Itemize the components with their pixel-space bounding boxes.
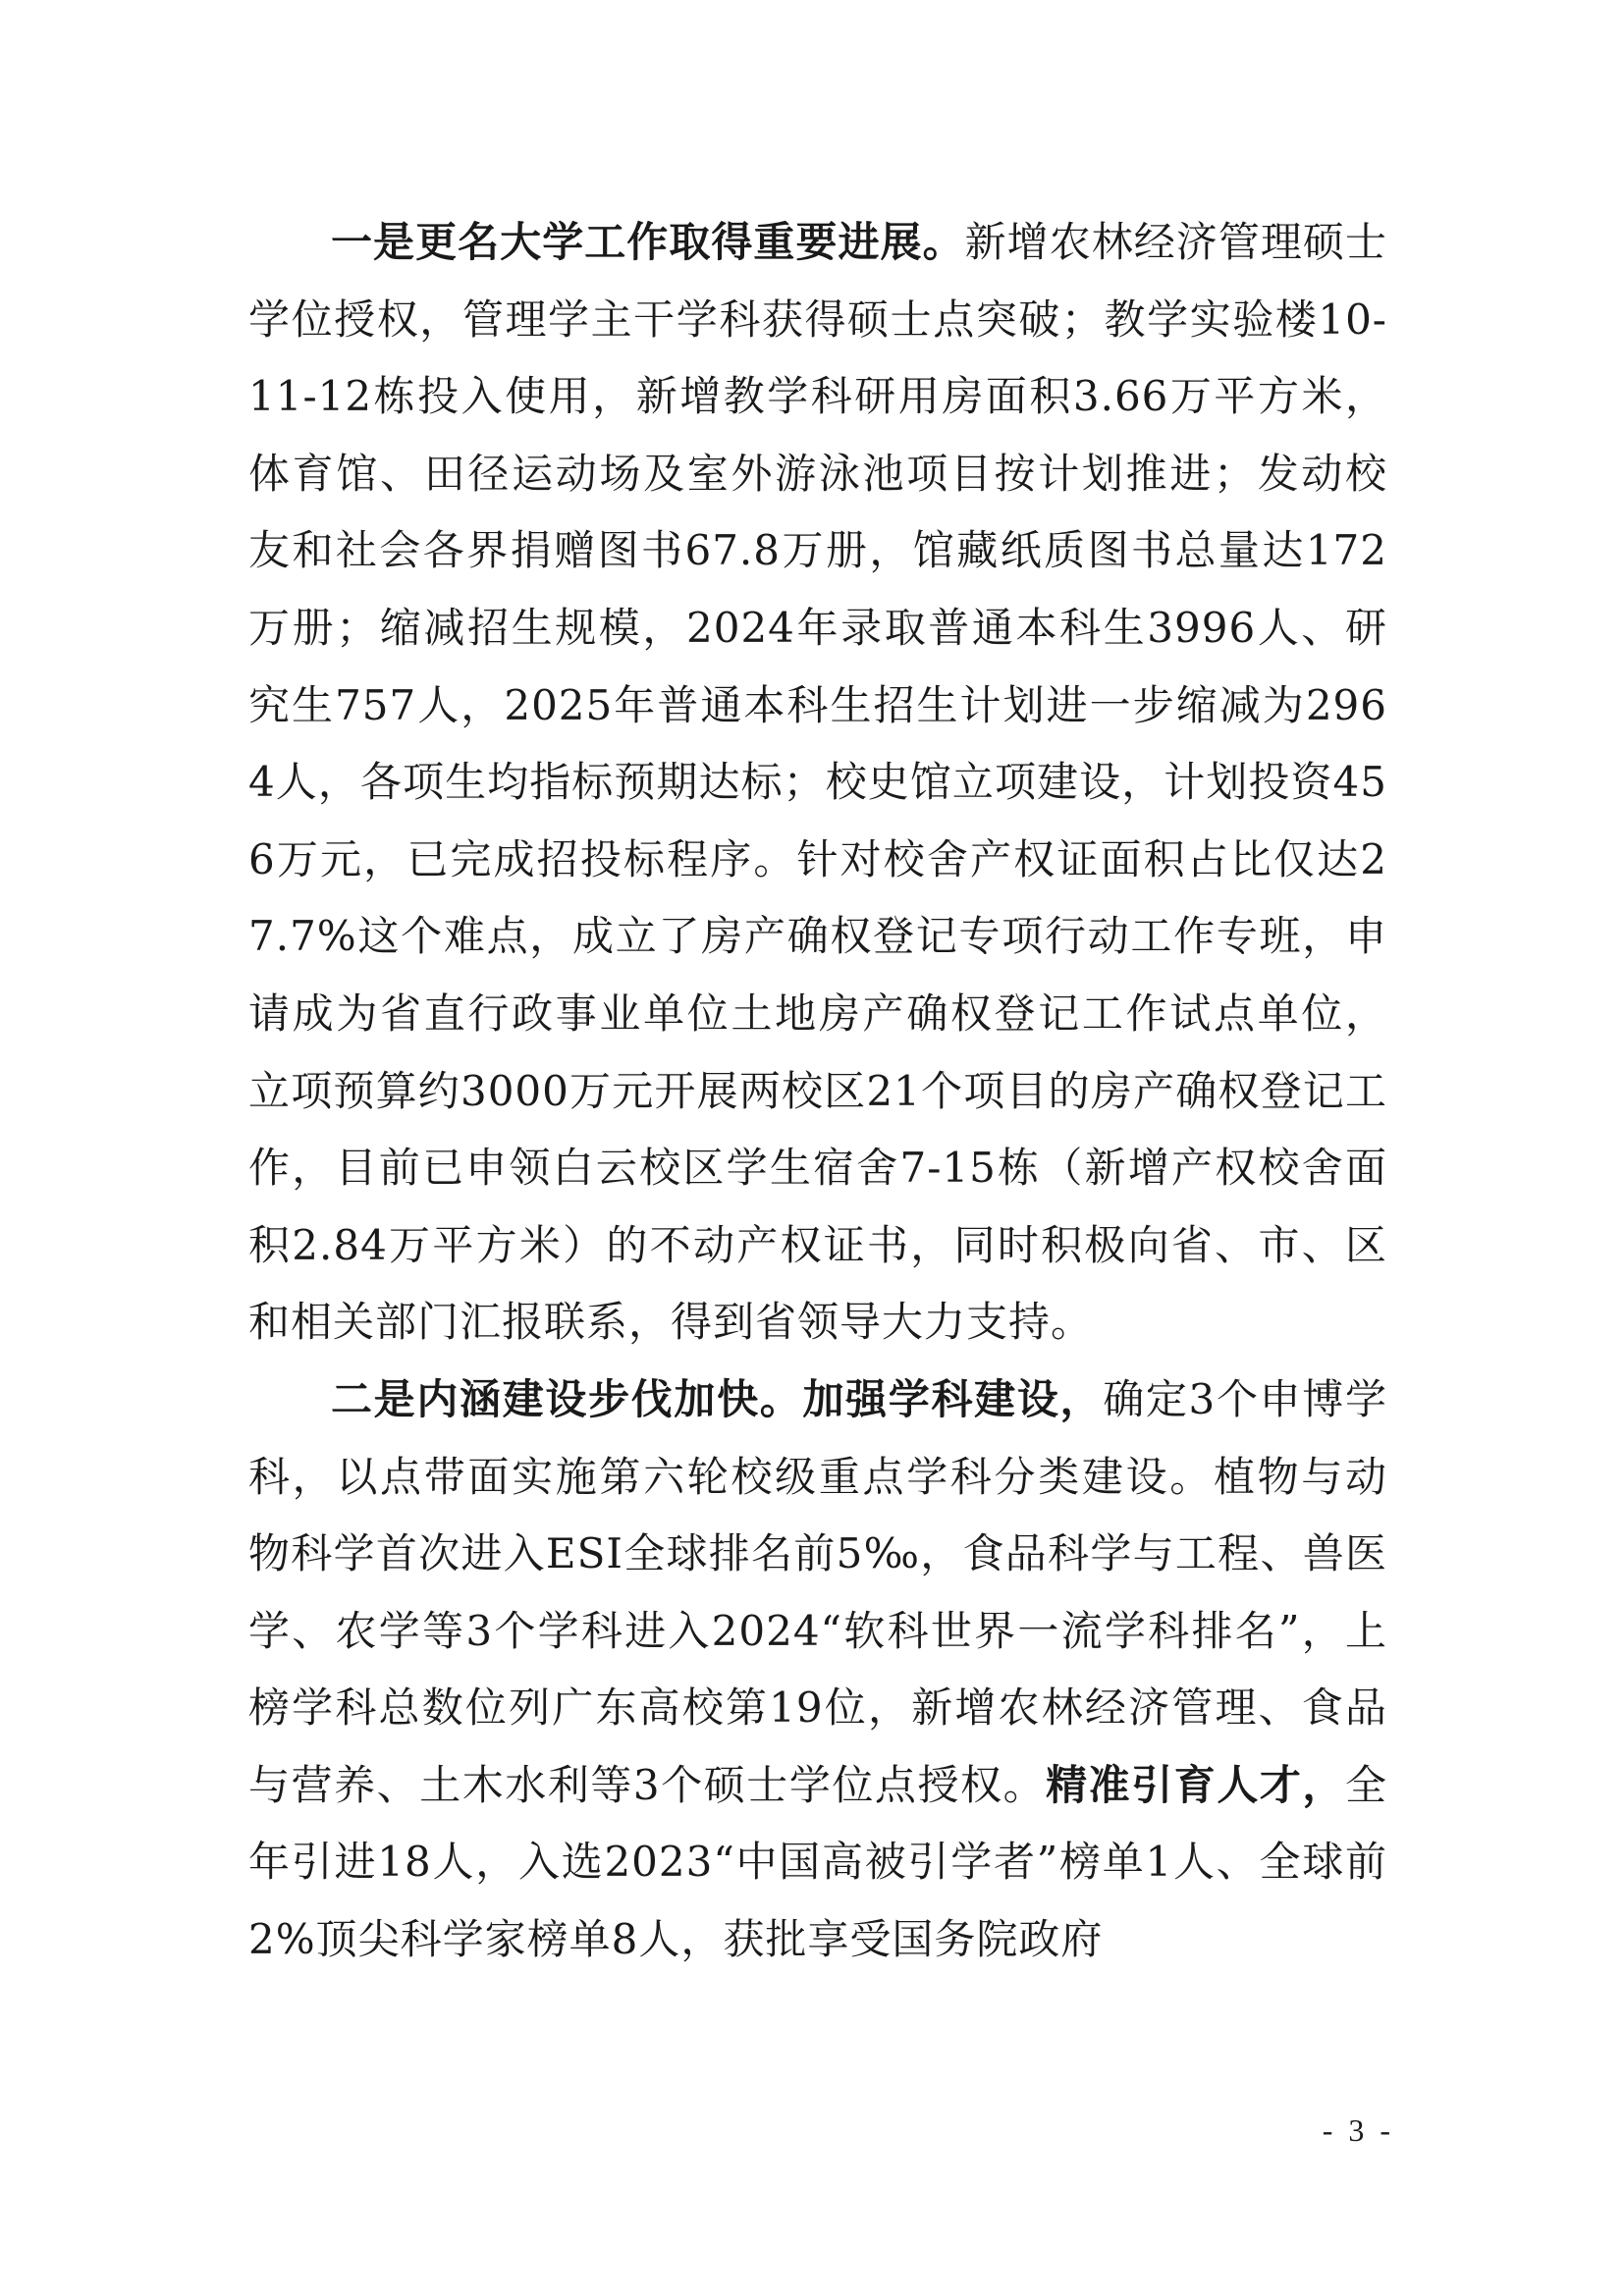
paragraph-text: 新增农林经济管理硕士学位授权，管理学主干学科获得硕士点突破；教学实验楼10-11-12栋投入使用，新增教学科研用房面积3.66万平方米，体育馆、田径运动场及室外游泳池项目按计划推进；发动校友和社会各界捐赠图书67.8万册，馆藏纸质图书总量达172万册；缩减招生规模，2024年录取普通本科生3996人、研究生757人，2025年普通本科生招生计划进一步缩减为2964人，各项生均指标预期达标；校史馆立项建设，计划投资456万元，已完成招投标程序。针对校舍产权证面积占比仅达27.7%这个难点，成立了房产确权登记专项行动工作专班，申请成为省直行政事业单位土地房产确权登记工作试点单位，立项预算约3000万元开展两校区21个项目的房产确权登记工作，目前已申领白云校区学生宿舍7-15栋（新增产权校舍面积2.84万平方米）的不动产权证书，同时积极向省、市、区和相关部门汇报联系，得到省领导大力支持。 xyxy=(248,218,1387,1347)
paragraph-university-renaming-progress xyxy=(248,204,1387,1362)
document-body xyxy=(248,204,1387,1979)
paragraph-heading: 二是内涵建设步伐加快。加强学科建设， xyxy=(331,1374,1104,1423)
page-number: - 3 - xyxy=(1322,2112,1394,2148)
paragraph-connotation-construction xyxy=(248,1362,1387,1979)
paragraph-heading: 一是更名大学工作取得重要进展。 xyxy=(331,218,965,266)
paragraph-subheading: 精准引育人才， xyxy=(1046,1760,1345,1809)
paragraph-text: 全年引进18人，入选2023“中国高被引学者”榜单1人、全球前2%顶尖科学家榜单8人，获批享受国务院政府 xyxy=(248,1760,1387,1964)
paragraph-text: 确定3个申博学科，以点带面实施第六轮校级重点学科分类建设。植物与动物科学首次进入ESI全球排名前5‰，食品科学与工程、兽医学、农学等3个学科进入2024“软科世界一流学科排名”，上榜学科总数位列广东高校第19位，新增农林经济管理、食品与营养、土木水利等3个硕士学位点授权。 xyxy=(248,1374,1387,1809)
